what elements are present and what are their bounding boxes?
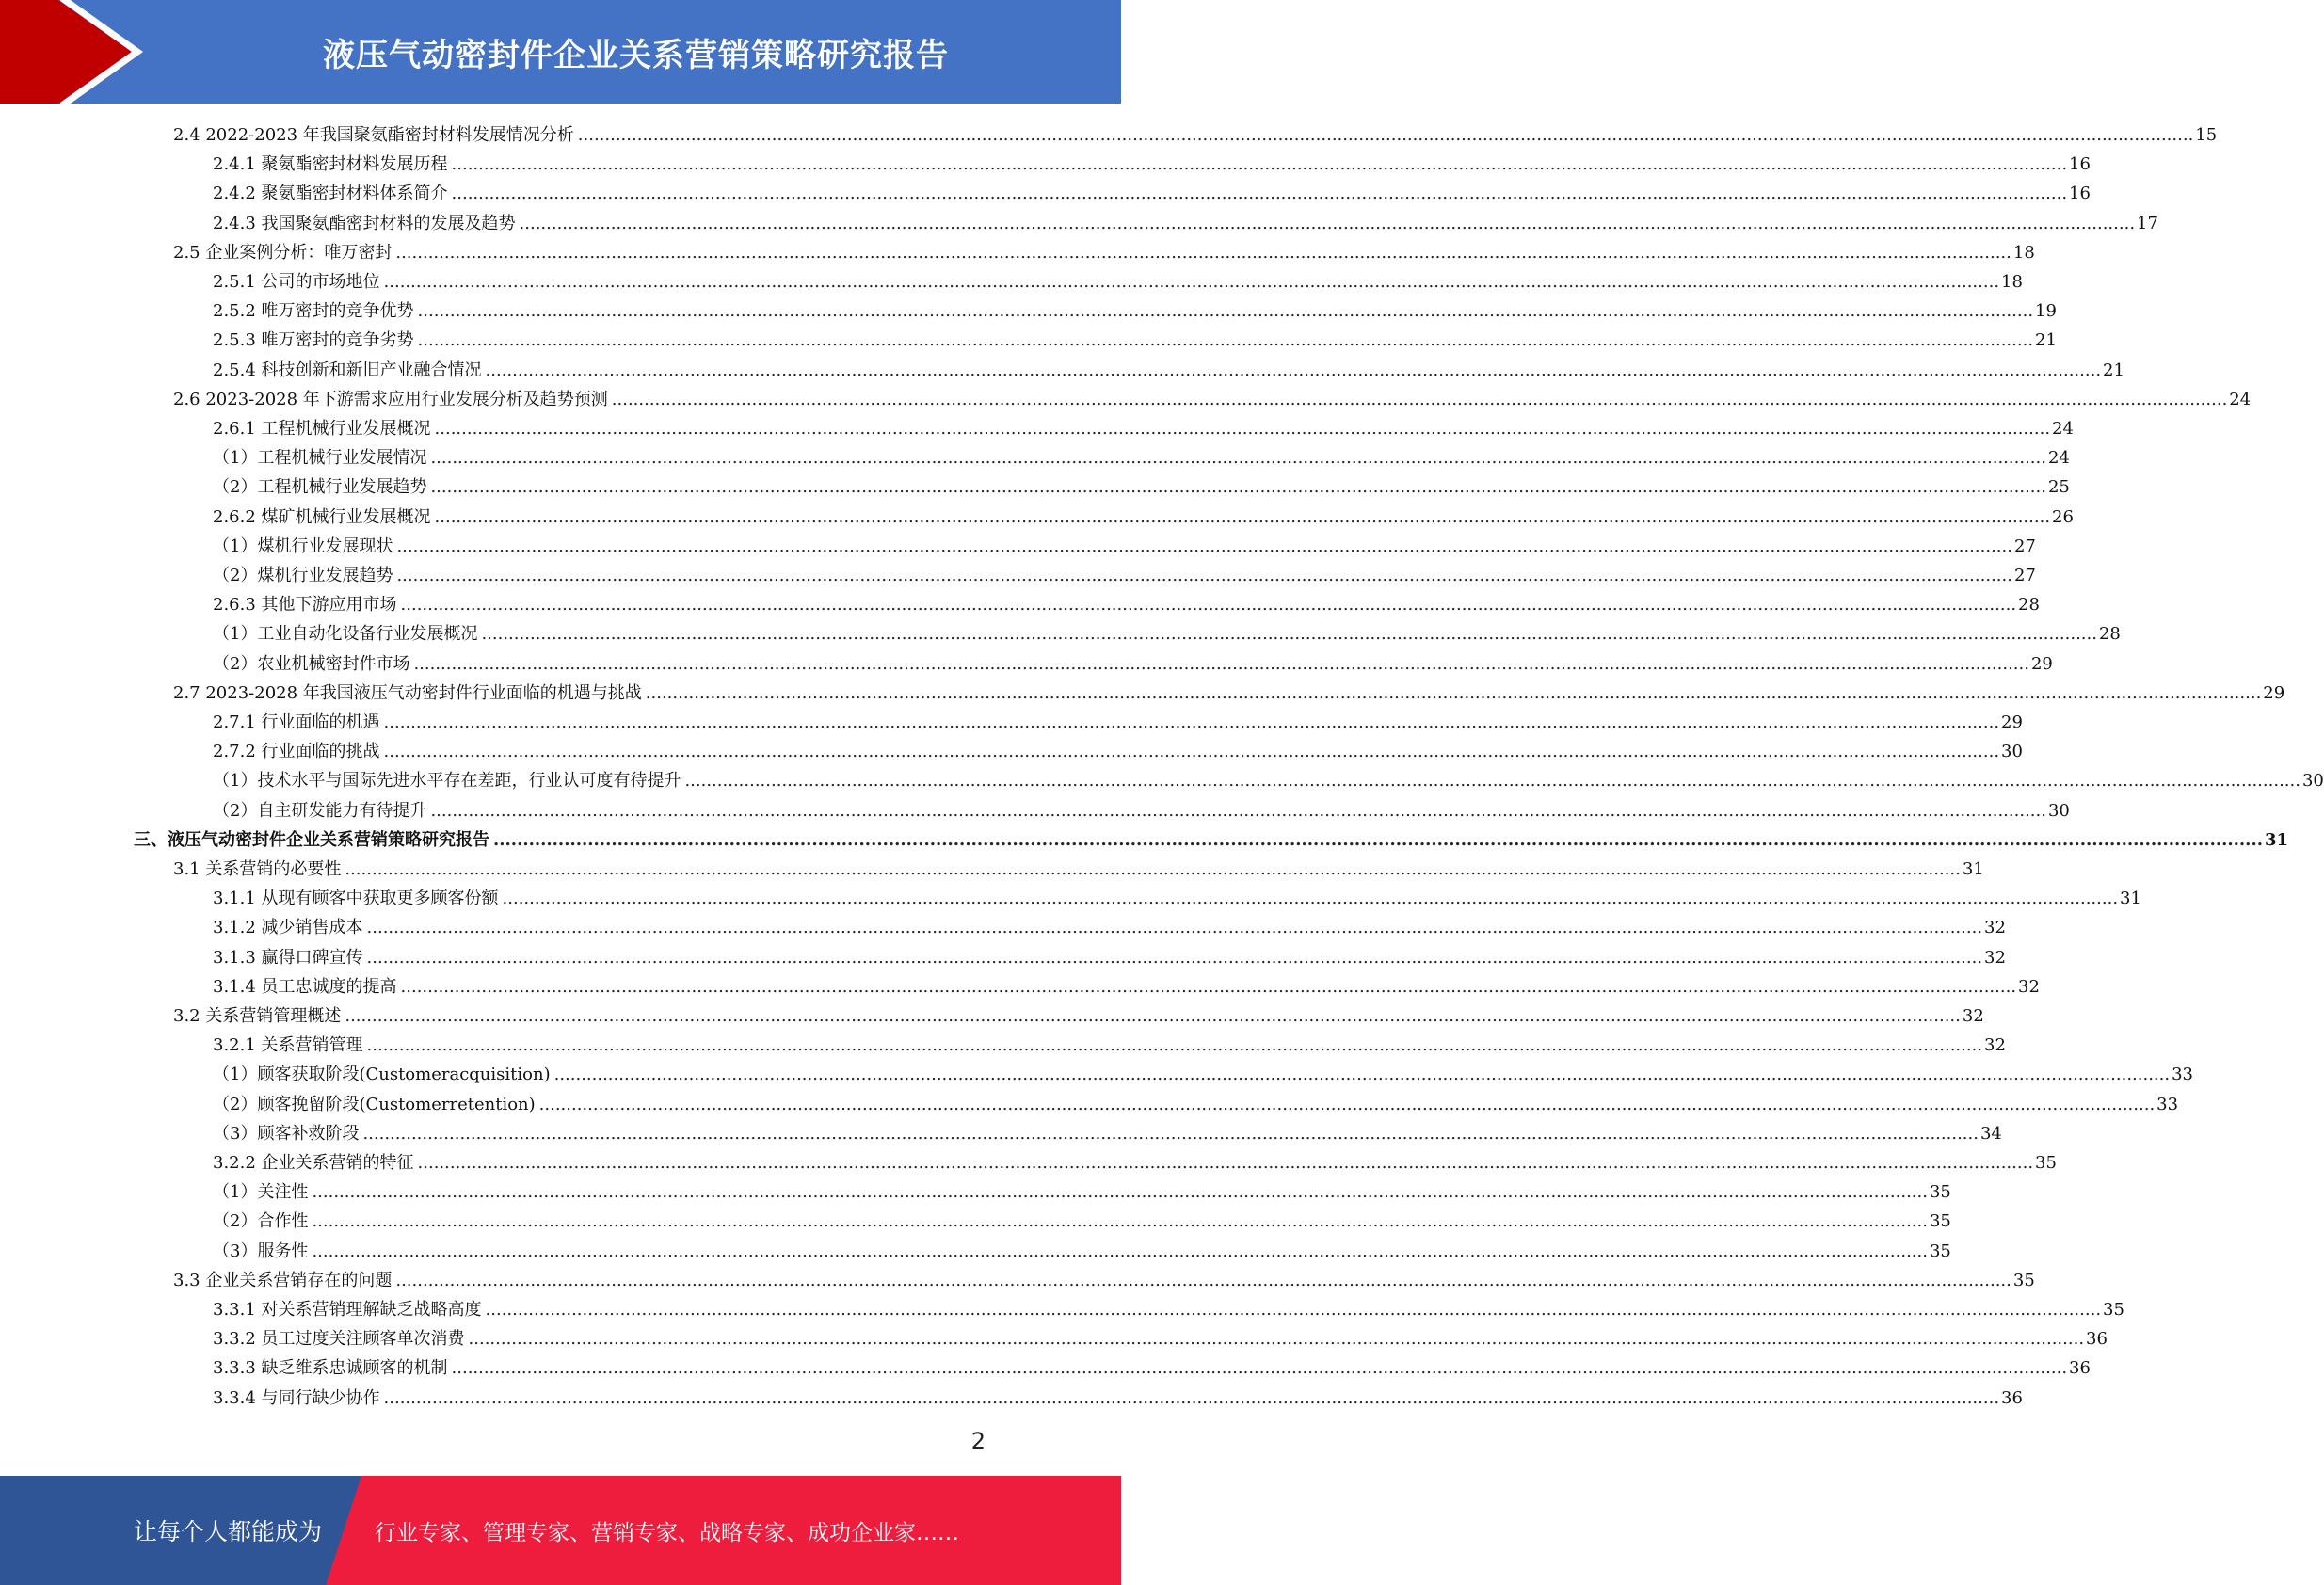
toc-entry-label: 2.6 2023-2028 年下游需求应用行业发展分析及趋势预测 — [173, 390, 608, 409]
toc-entry-label: 3.3 企业关系营销存在的问题 — [173, 1271, 393, 1290]
toc-entry-page: 32 — [1962, 1006, 1984, 1026]
toc-entry-page: 35 — [1929, 1211, 1951, 1231]
toc-entry[interactable] — [213, 708, 2023, 737]
toc-entry-page: 25 — [2047, 477, 2070, 497]
toc-entry-label: （1）工业自动化设备行业发展概况 — [213, 624, 478, 644]
toc-dot-leader: ............................................................................................................................................................................................................................................................................................................ — [538, 1095, 2156, 1114]
toc-entry[interactable] — [213, 737, 2023, 766]
toc-dot-leader: ............................................................................................................................................................................................................................................................................................................ — [396, 566, 2012, 585]
toc-entry[interactable] — [213, 1237, 1951, 1266]
toc-entry-label: （2）自主研发能力有待提升 — [213, 801, 427, 821]
toc-entry-label: 2.6.3 其他下游应用市场 — [213, 595, 397, 615]
toc-entry[interactable] — [213, 1384, 2023, 1413]
toc-dot-leader: ............................................................................................................................................................................................................................................................................................................ — [502, 889, 2119, 908]
toc-entry-page: 29 — [2263, 683, 2285, 703]
toc-entry-page: 31 — [1962, 859, 1984, 879]
toc-dot-leader: ............................................................................................................................................................................................................................................................................................................ — [383, 742, 2000, 761]
toc-entry-page: 27 — [2013, 536, 2036, 556]
toc-entry-page: 35 — [2035, 1153, 2057, 1173]
toc-entry-page: 30 — [2047, 801, 2070, 821]
report-title: 液压气动密封件企业关系营销策略研究报告 — [323, 36, 949, 74]
toc-entry-label: （1）工程机械行业发展情况 — [213, 448, 427, 468]
toc-entry-label: （3）服务性 — [213, 1241, 309, 1261]
toc-entry[interactable] — [213, 619, 2121, 648]
toc-entry[interactable] — [173, 855, 1984, 884]
toc-entry[interactable] — [213, 414, 2074, 443]
toc-entry-label: 2.7.2 行业面临的挑战 — [213, 742, 380, 761]
toc-entry-page: 34 — [1979, 1124, 2002, 1144]
toc-entry-label: 三、液压气动密封件企业关系营销策略研究报告 — [134, 830, 489, 850]
toc-entry-page: 32 — [2018, 977, 2040, 997]
toc-dot-leader: ............................................................................................................................................................................................................................................................................................................ — [312, 1241, 1928, 1261]
toc-entry[interactable] — [213, 326, 2057, 355]
toc-entry-page: 30 — [2001, 742, 2023, 761]
toc-entry[interactable] — [213, 472, 2070, 502]
toc-dot-leader: ............................................................................................................................................................................................................................................................................................................ — [430, 477, 2046, 497]
toc-dot-leader: ............................................................................................................................................................................................................................................................................................................ — [451, 184, 2068, 203]
toc-dot-leader: ............................................................................................................................................................................................................................................................................................................ — [383, 712, 2000, 732]
toc-entry-label: （3）顾客补救阶段 — [213, 1124, 360, 1144]
toc-dot-leader: ............................................................................................................................................................................................................................................................................................................ — [434, 419, 2051, 439]
toc-entry[interactable] — [213, 356, 2124, 385]
toc-dot-leader: ............................................................................................................................................................................................................................................................................................................ — [345, 1006, 1961, 1026]
toc-dot-leader: ............................................................................................................................................................................................................................................................................................................ — [312, 1182, 1928, 1202]
toc-entry[interactable] — [173, 1001, 1984, 1031]
toc-entry[interactable] — [213, 209, 2158, 238]
toc-entry[interactable] — [213, 1119, 2002, 1148]
toc-dot-leader: ............................................................................................................................................................................................................................................................................................................ — [413, 654, 2029, 674]
toc-entry-page: 30 — [2301, 771, 2324, 791]
toc-entry-page: 28 — [2098, 624, 2121, 644]
toc-entry-label: 3.1.2 减少销售成本 — [213, 918, 363, 937]
toc-dot-leader: ............................................................................................................................................................................................................................................................................................................ — [312, 1211, 1928, 1231]
toc-entry[interactable] — [213, 1324, 2108, 1353]
toc-entry-label: 2.7.1 行业面临的机遇 — [213, 712, 380, 732]
toc-entry-page: 16 — [2069, 184, 2091, 203]
toc-dot-leader: ............................................................................................................................................................................................................................................................................................................ — [395, 1271, 2011, 1290]
toc-entry-label: 3.1.3 赢得口碑宣传 — [213, 948, 363, 968]
toc-entry-label: （1）煤机行业发展现状 — [213, 536, 393, 556]
toc-entry-page: 18 — [2012, 243, 2035, 263]
toc-entry[interactable] — [213, 1060, 2194, 1089]
toc-entry-label: 3.3.2 员工过度关注顾客单次消费 — [213, 1329, 465, 1349]
toc-dot-leader: ............................................................................................................................................................................................................................................................................................................ — [383, 272, 2000, 292]
toc-entry-label: 2.6.1 工程机械行业发展概况 — [213, 419, 431, 439]
toc-entry-page: 31 — [2264, 830, 2289, 850]
toc-dot-leader: ............................................................................................................................................................................................................................................................................................................ — [645, 683, 2262, 703]
toc-entry-page: 33 — [2156, 1095, 2179, 1114]
toc-dot-leader: ............................................................................................................................................................................................................................................................................................................ — [345, 859, 1961, 879]
toc-entry-page: 33 — [2172, 1065, 2194, 1084]
toc-dot-leader: ............................................................................................................................................................................................................................................................................................................ — [519, 214, 2136, 233]
toc-dot-leader: ............................................................................................................................................................................................................................................................................................................ — [417, 1153, 2034, 1173]
toc-entry[interactable] — [213, 443, 2070, 472]
toc-entry[interactable] — [213, 150, 2091, 179]
toc-entry[interactable] — [213, 943, 2006, 972]
toc-entry[interactable] — [213, 1031, 2006, 1060]
toc-entry-label: 3.1.4 员工忠诚度的提高 — [213, 977, 397, 997]
toc-entry[interactable] — [134, 825, 2289, 855]
toc-entry[interactable] — [213, 913, 2006, 942]
toc-entry-label: 3.2.1 关系营销管理 — [213, 1035, 363, 1055]
toc-entry-page: 27 — [2013, 566, 2036, 585]
toc-dot-leader: ............................................................................................................................................................................................................................................................................................................ — [611, 390, 2228, 409]
toc-dot-leader: ............................................................................................................................................................................................................................................................................................................ — [366, 918, 1983, 937]
toc-entry-label: 2.4 2022-2023 年我国聚氨酯密封材料发展情况分析 — [173, 125, 574, 145]
toc-entry-page: 36 — [2086, 1329, 2108, 1349]
toc-dot-leader: ............................................................................................................................................................................................................................................................................................................ — [383, 1388, 2000, 1408]
toc-entry-page: 21 — [2035, 330, 2057, 350]
toc-entry[interactable] — [213, 267, 2023, 296]
toc-entry-label: 3.2.2 企业关系营销的特征 — [213, 1153, 414, 1173]
toc-entry-label: （1）关注性 — [213, 1182, 309, 1202]
page-number: 2 — [970, 1428, 986, 1454]
toc-entry-label: （2）合作性 — [213, 1211, 309, 1231]
toc-entry-label: 3.1.1 从现有顾客中获取更多顾客份额 — [213, 889, 499, 908]
toc-dot-leader: ............................................................................................................................................................................................................................................................................................................ — [451, 154, 2068, 174]
toc-entry[interactable] — [213, 1148, 2057, 1177]
toc-dot-leader: ............................................................................................................................................................................................................................................................................................................ — [485, 1300, 2102, 1320]
toc-dot-leader: ............................................................................................................................................................................................................................................................................................................ — [684, 771, 2300, 791]
toc-entry[interactable] — [213, 590, 2040, 619]
toc-entry[interactable] — [173, 238, 2035, 267]
toc-entry-label: （2）顾客挽留阶段(Customerretention) — [213, 1095, 536, 1114]
toc-dot-leader: ............................................................................................................................................................................................................................................................................................................ — [366, 1035, 1983, 1055]
toc-entry[interactable] — [213, 884, 2141, 913]
toc-dot-leader: ............................................................................................................................................................................................................................................................................................................ — [400, 595, 2017, 615]
toc-dot-leader: ............................................................................................................................................................................................................................................................................................................ — [451, 1358, 2068, 1378]
toc-entry[interactable] — [213, 1177, 1951, 1207]
toc-entry-page: 16 — [2069, 154, 2091, 174]
toc-entry-page: 18 — [2001, 272, 2023, 292]
toc-entry-page: 24 — [2052, 419, 2074, 439]
toc-dot-leader: ............................................................................................................................................................................................................................................................................................................ — [366, 948, 1983, 968]
toc-entry[interactable] — [213, 561, 2036, 590]
toc-entry-page: 21 — [2103, 360, 2124, 380]
toc-entry-label: 3.1 关系营销的必要性 — [173, 859, 342, 879]
toc-dot-leader: ............................................................................................................................................................................................................................................................................................................ — [396, 536, 2012, 556]
toc-dot-leader: ............................................................................................................................................................................................................................................................................................................ — [430, 801, 2046, 821]
toc-entry-page: 31 — [2120, 889, 2141, 908]
toc-entry-label: （2）工程机械行业发展趋势 — [213, 477, 427, 497]
toc-entry-label: （1）技术水平与国际先进水平存在差距，行业认可度有待提升 — [213, 771, 681, 791]
toc-entry-page: 36 — [2069, 1358, 2091, 1378]
toc-dot-leader: ............................................................................................................................................................................................................................................................................................................ — [485, 360, 2102, 380]
toc-entry-page: 29 — [2001, 712, 2023, 732]
toc-dot-leader: ............................................................................................................................................................................................................................................................................................................ — [430, 448, 2046, 468]
toc-entry-page: 24 — [2047, 448, 2070, 468]
toc-entry-label: 3.2 关系营销管理概述 — [173, 1006, 342, 1026]
toc-entry-page: 35 — [2012, 1271, 2035, 1290]
toc-entry-page: 17 — [2137, 214, 2158, 233]
toc-entry-page: 15 — [2195, 125, 2218, 145]
toc-entry-label: 2.7 2023-2028 年我国液压气动密封件行业面临的机遇与挑战 — [173, 683, 642, 703]
toc-entry[interactable] — [213, 1353, 2091, 1383]
toc-entry-page: 29 — [2030, 654, 2053, 674]
footer-slogan-right: 行业专家、管理专家、营销专家、战略专家、成功企业家…… — [375, 1520, 959, 1545]
toc-entry-page: 32 — [1984, 918, 2006, 937]
toc-dot-leader: ............................................................................................................................................................................................................................................................................................................ — [400, 977, 2017, 997]
toc-entry[interactable] — [213, 972, 2040, 1001]
toc-entry-label: 2.4.1 聚氨酯密封材料发展历程 — [213, 154, 448, 174]
toc-dot-leader: ............................................................................................................................................................................................................................................................................................................ — [395, 243, 2011, 263]
toc-entry-page: 32 — [1984, 1035, 2006, 1055]
toc-dot-leader: ............................................................................................................................................................................................................................................................................................................ — [577, 125, 2194, 145]
toc-entry[interactable] — [173, 1266, 2035, 1295]
toc-entry[interactable] — [213, 503, 2074, 532]
toc-entry-label: 3.3.1 对关系营销理解缺乏战略高度 — [213, 1300, 482, 1320]
toc-entry[interactable] — [213, 1295, 2124, 1324]
footer-slogan-left: 让每个人都能成为 — [134, 1518, 323, 1545]
footer-banner — [0, 1476, 1121, 1585]
toc-entry-page: 19 — [2035, 301, 2057, 321]
toc-entry[interactable] — [213, 649, 2053, 679]
toc-entry-label: 2.6.2 煤矿机械行业发展概况 — [213, 507, 431, 527]
toc-dot-leader: ............................................................................................................................................................................................................................................................................................................ — [468, 1329, 2085, 1349]
toc-dot-leader: ............................................................................................................................................................................................................................................................................................................ — [553, 1065, 2171, 1084]
toc-entry-page: 24 — [2229, 390, 2252, 409]
toc-entry[interactable] — [173, 385, 2252, 414]
header-banner — [0, 0, 1121, 104]
toc-dot-leader: ............................................................................................................................................................................................................................................................................................................ — [362, 1124, 1979, 1144]
toc-entry-page: 28 — [2018, 595, 2040, 615]
toc-entry-page: 26 — [2052, 507, 2074, 527]
toc-entry[interactable] — [213, 766, 2324, 795]
toc-entry-page: 32 — [1984, 948, 2006, 968]
toc-dot-leader: ............................................................................................................................................................................................................................................................................................................ — [493, 830, 2263, 850]
toc-entry-label: （2）农业机械密封件市场 — [213, 654, 410, 674]
toc-dot-leader: ............................................................................................................................................................................................................................................................................................................ — [417, 301, 2034, 321]
toc-entry-label: 2.4.2 聚氨酯密封材料体系简介 — [213, 184, 448, 203]
toc-entry-label: 3.3.4 与同行缺少协作 — [213, 1388, 380, 1408]
toc-entry[interactable] — [213, 1207, 1951, 1236]
toc-entry-label: 2.5.1 公司的市场地位 — [213, 272, 380, 292]
toc-entry[interactable] — [213, 532, 2036, 561]
toc-entry-label: 2.4.3 我国聚氨酯密封材料的发展及趋势 — [213, 214, 516, 233]
toc-dot-leader: ............................................................................................................................................................................................................................................................................................................ — [481, 624, 2097, 644]
toc-entry[interactable] — [213, 179, 2091, 208]
toc-entry-label: 2.5 企业案例分析：唯万密封 — [173, 243, 393, 263]
toc-dot-leader: ............................................................................................................................................................................................................................................................................................................ — [434, 507, 2051, 527]
toc-entry-label: （2）煤机行业发展趋势 — [213, 566, 393, 585]
toc-entry-page: 35 — [1929, 1241, 1951, 1261]
toc-entry-label: 2.5.3 唯万密封的竞争劣势 — [213, 330, 414, 350]
toc-entry[interactable] — [213, 1090, 2179, 1119]
toc-entry-page: 36 — [2001, 1388, 2023, 1408]
toc-entry-page: 35 — [2103, 1300, 2124, 1320]
toc-entry-label: 2.5.2 唯万密封的竞争优势 — [213, 301, 414, 321]
toc-entry[interactable] — [173, 120, 2218, 150]
toc-dot-leader: ............................................................................................................................................................................................................................................................................................................ — [417, 330, 2034, 350]
toc-entry[interactable] — [213, 796, 2070, 825]
chevron-decoration — [0, 0, 151, 104]
toc-entry[interactable] — [213, 296, 2057, 326]
toc-entry[interactable] — [173, 679, 2285, 708]
toc-entry-label: （1）顾客获取阶段(Customeracquisition) — [213, 1065, 551, 1084]
toc-entry-label: 2.5.4 科技创新和新旧产业融合情况 — [213, 360, 482, 380]
toc-entry-label: 3.3.3 缺乏维系忠诚顾客的机制 — [213, 1358, 448, 1378]
toc-entry-page: 35 — [1929, 1182, 1951, 1202]
